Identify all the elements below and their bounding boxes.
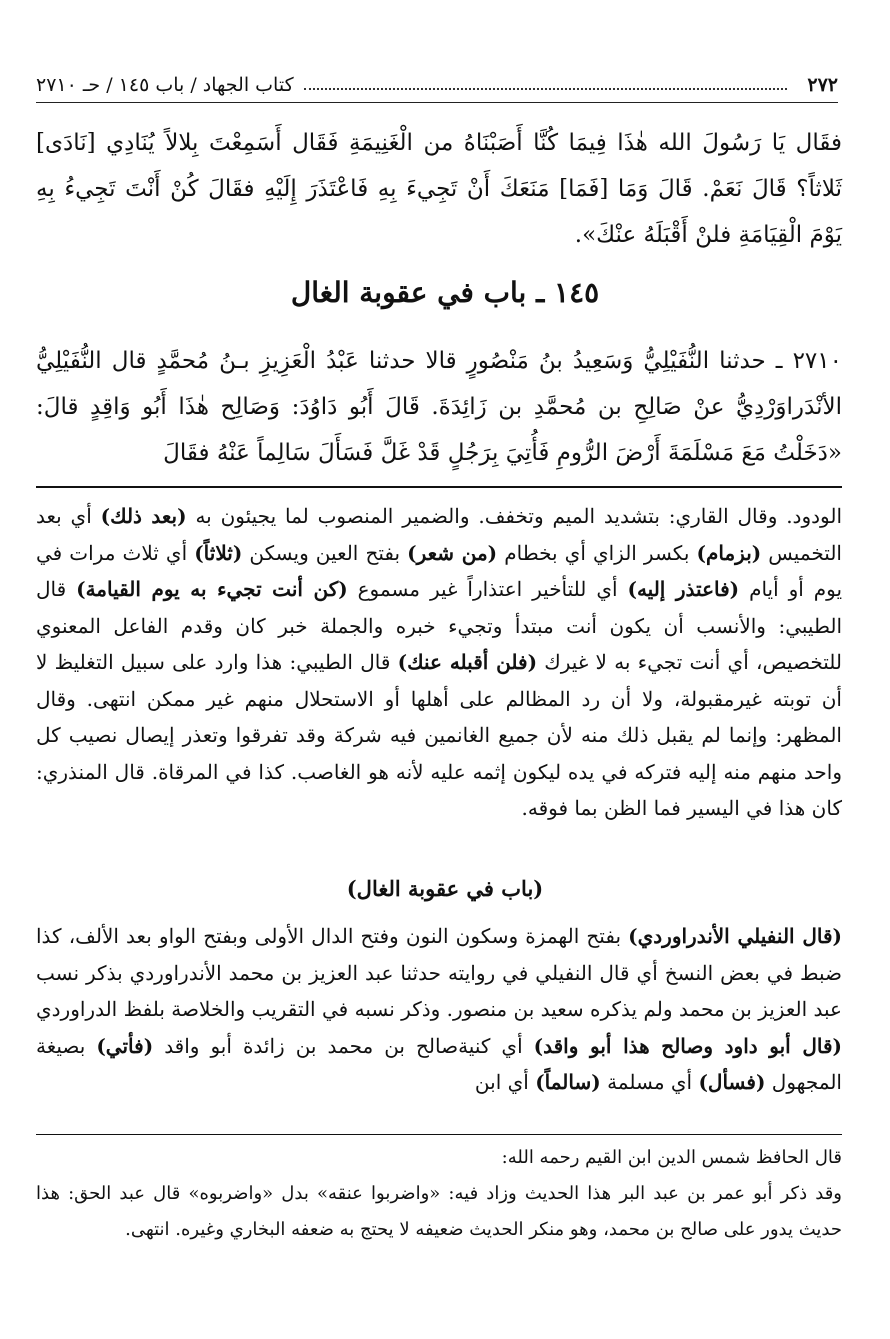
commentary-text: أي ابن <box>474 1070 529 1094</box>
commentary-lemma: (قال النفيلي الأندراوردي) <box>628 924 842 948</box>
commentary-lemma: (فلن أقبله عنك) <box>397 650 538 674</box>
commentary-text: قال الطيبي: والأنسب أن يكون أنت مبتدأ وتجيء خبره والجملة خبر كان وقدم الفاعل المعنوي للتخصيص، أي أنت تجيء به لا غيرك <box>36 577 842 674</box>
commentary-lemma: (بعد ذلك) <box>100 504 187 528</box>
commentary-text: بصيغة المجهول <box>36 1033 842 1094</box>
commentary-text: بكسر الزاي أي بخطام <box>504 540 690 565</box>
running-header <box>36 68 838 103</box>
footnote-attribution: قال الحافظ شمس الدين ابن القيم رحمه الله: <box>501 1147 842 1168</box>
commentary-lemma: (من شعر) <box>407 540 498 565</box>
hadith-2710: ٢٧١٠ ـ حدثنا النُّفَيْلِيُّ وَسَعِيدُ بنُ مَنْصُورٍ قالا حدثنا عَبْدُ الْعَزِيزِ بـنُ مُحمَّدٍ قال النُّفَيْلِيُّ الأنْدَراوَرْدِيُّ عنْ صَالِحِ بن مُحمَّدِ بن زَائِدَةَ. قَالَ أَبُو دَاوُدَ: وَصَالِح هٰذَا أَبُو وَاقِدٍ قالَ: «دَخَلْتُ مَعَ مَسْلَمَةَ أَرْضَ الرُّومِ فَأُتِيَ بِرَجُلٍ قَدْ غَلَّ فَسَأَلَ سَالِماً عَنْهُ فقَالَ <box>36 348 842 466</box>
commentary-chapter-heading: (باب في عقوبة الغال) <box>346 876 544 901</box>
page-number: ٢٧٢ <box>807 74 838 96</box>
footnote-divider <box>36 1134 842 1135</box>
commentary-section-1 <box>36 498 842 827</box>
commentary-lemma: (ثلاثاً) <box>194 540 243 565</box>
commentary-lemma: (فأتي) <box>96 1033 154 1058</box>
commentary-lemma: (قال أبو داود وصالح هذا أبو واقد) <box>533 1033 842 1058</box>
header-title: كتاب الجهاد / باب ١٤٥ / حـ ٢٧١٠ <box>36 74 294 96</box>
commentary-lemma: (سالماً) <box>535 1070 601 1094</box>
chapter-heading: ١٤٥ ـ باب في عقوبة الغال <box>290 276 600 309</box>
commentary-text: أي بعد التخميس <box>36 504 842 565</box>
commentary-text: أي ثلاث مرات في يوم أو أيام <box>36 540 843 601</box>
commentary-lemma: (كن أنت تجيء به يوم القيامة) <box>76 577 348 601</box>
header-dot-leader <box>304 88 788 90</box>
commentary-text: أي مسلمة <box>607 1070 693 1094</box>
footnote <box>36 1140 842 1248</box>
hadith-continuation: فقَال يَا رَسُولَ الله هٰذَا فِيمَا كُنَّا أَصَبْنَاهُ من الْغَنِيمَةِ فَقَال أَسَمِعْتَ بِلالاً يُنَادِي [نَادَى] ثَلاثاً؟ قَالَ نَعَمْ. قَالَ وَمَا [فَمَا] مَنَعَكَ أَنْ تَجِيءَ بِهِ فَاعْتَذَرَ إِلَيْهِ فقَالَ كُنْ أَنْتَ تَجِيءُ بِهِ يَوْمَ الْقِيَامَةِ فلنْ أَقْبَلَهُ عنْكَ». <box>36 130 842 248</box>
commentary-section-2 <box>36 918 842 1101</box>
commentary-text: بفتح الهمزة وسكون النون وفتح الدال الأولى وبفتح الواو بعد الألف، كذا ضبط في بعض النسخ أي قال النفيلي في روايته حدثنا عبد العزيز بن محمد الأندراوردي بذكر نسب عبد العزيز بن محمد ولم يذكره سعيد بن منصور. وذكر نسبه في التقريب والخلاصة بلفظ الدراوردي <box>36 924 842 1021</box>
commentary-text: بفتح العين ويسكن <box>249 540 401 565</box>
commentary-text: أي للتأخير اعتذاراً غير مسموع <box>357 577 618 601</box>
matn-sharh-divider <box>36 486 842 488</box>
commentary-lemma: (فاعتذر إليه) <box>627 577 740 601</box>
footnote-body: وقد ذكر أبو عمر بن عبد البر هذا الحديث وزاد فيه: «واضربوا عنقه» بدل «واضربوه» قال عبد الحق: هذا حديث يدور على صالح بن محمد، وهو منكر الحديث ضعيفه لا يحتج به ضعفه البخاري وغيره. انتهى. <box>36 1183 842 1240</box>
commentary-text: أي كنيةصالح بن محمد بن زائدة أبو واقد <box>164 1033 523 1058</box>
commentary-lemma: (بزمام) <box>696 540 762 565</box>
commentary-text: الودود. وقال القاري: بتشديد الميم وتخفف. والضمير المنصوب لما يجيئون به <box>195 504 843 528</box>
commentary-lemma: (فسأل) <box>698 1070 766 1094</box>
commentary-text: قال الطيبي: هذا وارد على سبيل التغليظ لا أن توبته غيرمقبولة، ولا أن رد المظالم على أهلها أو الاستحلال منهم غير ممكن انتهى. وقال المظهر: وإنما لم يقبل ذلك منه لأن جميع الغانمين فيه شركة وقد تفرقوا وتعذر إيصال نصيب كل واحد منهم منه إليه فتركه في يده ليكون إثمه عليه لأنه هو الغاصب. كذا في المرقاة. قال المنذري: كان هذا في اليسير فما الظن بما فوقه. <box>36 650 842 820</box>
